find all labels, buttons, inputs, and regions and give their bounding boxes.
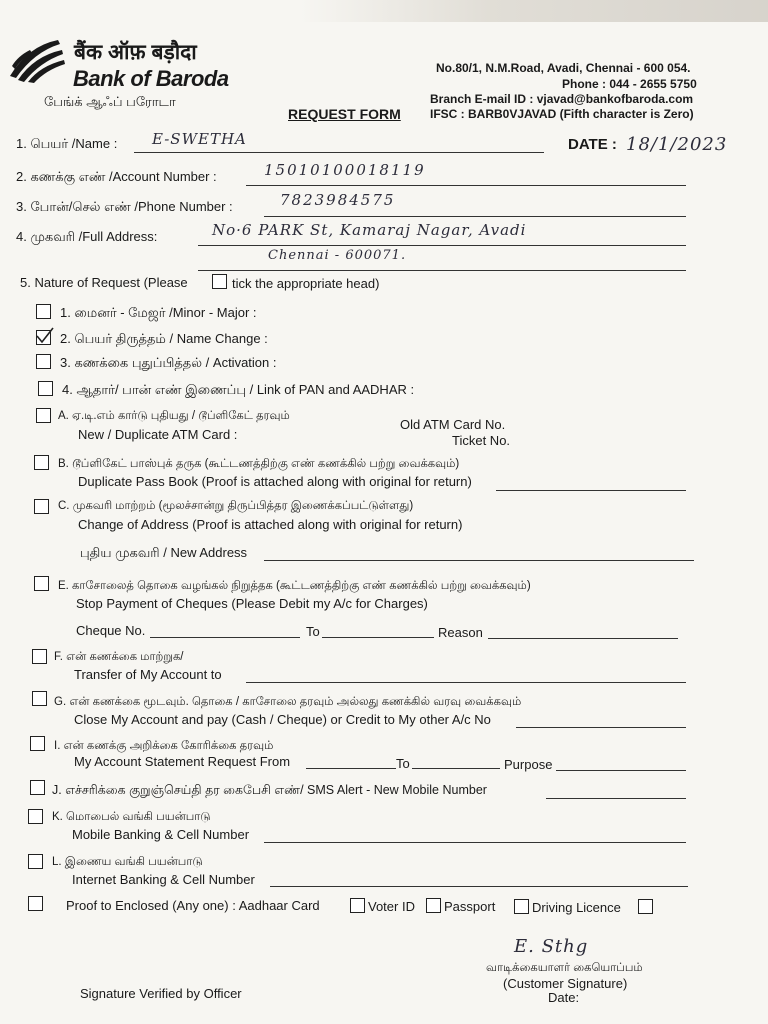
voter-id-checkbox[interactable] [350, 898, 365, 913]
cheque-no-label: Cheque No. [76, 623, 146, 638]
statement-request-checkbox[interactable] [30, 736, 45, 751]
mobile-banking-checkbox[interactable] [28, 809, 43, 824]
account-label: 2. கணக்கு எண் /Account Number : [16, 169, 217, 184]
address-line-2[interactable]: Chennai - 600071. [268, 248, 407, 263]
bank-name-tamil: பேங்க் ஆஃப் பரோடா [44, 94, 176, 109]
branch-email: Branch E-mail ID : vjavad@bankofbaroda.com [430, 92, 694, 106]
passport-checkbox[interactable] [426, 898, 441, 913]
reason-label: Reason [438, 625, 483, 640]
date-label: DATE : [568, 136, 617, 153]
branch-ifsc: IFSC : BARB0VJAVAD (Fifth character is Zero) [430, 107, 694, 121]
transfer-account-tamil: F. என் கணக்கை மாற்றுக/ [54, 651, 184, 663]
pan-aadhar-label: 4. ஆதார்/ பான் எண் இணைப்பு / Link of PAN and AADHAR : [62, 382, 415, 397]
statement-request-tamil: I. என் கணக்கு அறிக்கை கோரிக்கை தரவும் [54, 740, 274, 752]
atm-card-checkbox[interactable] [36, 408, 51, 423]
name-value[interactable]: E-SWETHA [152, 130, 247, 148]
new-address-label: புதிய முகவரி / New Address [80, 545, 248, 560]
customer-signature-mark: E. Sthg [514, 936, 589, 957]
address-label: 4. முகவரி /Full Address: [16, 229, 158, 244]
ticket-no-label: Ticket No. [452, 433, 511, 448]
name-change-label: 2. பெயர் திருத்தம் / Name Change : [60, 331, 268, 346]
close-account-english: Close My Account and pay (Cash / Cheque) or Credit to My other A/c No [74, 712, 491, 727]
officer-signature-label: Signature Verified by Officer [80, 986, 242, 1001]
driving-licence-tick-box[interactable] [638, 899, 653, 914]
name-line [134, 152, 544, 153]
statement-purpose-label: Purpose [504, 757, 553, 772]
statement-to-label: To [396, 756, 410, 771]
account-value[interactable]: 15010100018119 [264, 161, 426, 179]
pan-aadhar-checkbox[interactable] [38, 381, 53, 396]
driving-licence-label: Driving Licence [532, 900, 621, 915]
proof-label: Proof to Enclosed (Any one) : Aadhaar Card [66, 898, 320, 913]
proof-checkbox[interactable] [28, 896, 43, 911]
sms-alert-label: J. எச்சரிக்கை குறுஞ்செய்தி தர கைபேசி எண்/ SMS Alert - New Mobile Number [52, 783, 487, 797]
voter-id-label: Voter ID [368, 899, 415, 914]
transfer-account-english: Transfer of My Account to [74, 667, 222, 682]
address-change-tamil: C. முகவரி மாற்றம் (மூலச்சான்று திருப்பித்தர இணைக்கப்பட்டுள்ளது) [58, 500, 414, 512]
internet-banking-tamil: L. இணைய வங்கி பயன்பாடு [52, 856, 203, 868]
branch-address: No.80/1, N.M.Road, Avadi, Chennai - 600 054. [436, 61, 691, 75]
date-value[interactable]: 18/1/2023 [626, 134, 728, 155]
customer-signature-label: (Customer Signature) [503, 976, 628, 991]
address-change-english: Change of Address (Proof is attached along with original for return) [78, 517, 463, 532]
cheque-no-line [150, 637, 300, 638]
duplicate-passbook-english: Duplicate Pass Book (Proof is attached along with original for return) [78, 474, 472, 489]
address-line-rule-1 [198, 245, 686, 246]
internet-banking-checkbox[interactable] [28, 854, 43, 869]
address-change-checkbox[interactable] [34, 499, 49, 514]
activation-label: 3. கணக்கை புதுப்பித்தல் / Activation : [60, 355, 277, 370]
minor-major-label: 1. மைனர் - மேஜர் /Minor - Major : [60, 305, 257, 320]
form-title: REQUEST FORM [288, 106, 401, 122]
mobile-banking-tamil: K. மொபைல் வங்கி பயன்பாடு [52, 811, 211, 823]
minor-major-checkbox[interactable] [36, 304, 51, 319]
name-label: 1. பெயர் /Name : [16, 136, 118, 151]
old-atm-card-label: Old ATM Card No. [400, 417, 506, 432]
cheque-to-label: To [306, 624, 320, 639]
transfer-account-checkbox[interactable] [32, 649, 47, 664]
duplicate-passbook-tamil: B. டூப்ளிகேட் பாஸ்புக் தருக (கூட்டணத்திற்கு எண் கணக்கில் பற்று வைக்கவும்) [58, 458, 460, 470]
phone-line [264, 216, 686, 217]
close-account-tamil: G. என் கணக்கை மூடவும். தொகை / காசோலை தரவும் அல்லது கணக்கில் வரவு வைக்கவும் [54, 696, 522, 708]
stop-payment-tamil: E. காசோலைத் தொகை வழங்கல் நிறுத்தக (கூட்டணத்திற்கு எண் கணக்கில் பற்று வைக்கவும்) [58, 580, 531, 592]
phone-label: 3. போன்/செல் எண் /Phone Number : [16, 199, 233, 214]
phone-value[interactable]: 7823984575 [280, 191, 396, 209]
internet-banking-line [270, 886, 688, 887]
checkmark-icon [35, 327, 55, 345]
nature-tick-box [212, 274, 227, 289]
customer-signature-tamil: வாடிக்கையாளர் கையொப்பம் [486, 962, 643, 974]
branch-phone: Phone : 044 - 2655 5750 [562, 77, 697, 91]
atm-card-tamil: A. ஏ.டி.எம் கார்டு புதியது / டூப்ளிகேட் தரவும் [58, 410, 290, 422]
mobile-banking-line [264, 842, 686, 843]
address-line-1[interactable]: No·6 PARK St, Kamaraj Nagar, Avadi [212, 221, 527, 239]
bank-name-english: Bank of Baroda [73, 66, 229, 91]
duplicate-passbook-checkbox[interactable] [34, 455, 49, 470]
internet-banking-english: Internet Banking & Cell Number [72, 872, 255, 887]
transfer-account-line [246, 682, 686, 683]
statement-request-english: My Account Statement Request From [74, 754, 291, 769]
address-line-rule-2 [198, 270, 686, 271]
activation-checkbox[interactable] [36, 354, 51, 369]
close-account-checkbox[interactable] [32, 691, 47, 706]
statement-to-line [412, 768, 500, 769]
mobile-banking-english: Mobile Banking & Cell Number [72, 827, 250, 842]
reason-line [488, 638, 678, 639]
nature-label: 5. Nature of Request (Please [20, 275, 188, 290]
bank-of-baroda-logo-icon [8, 36, 70, 84]
atm-card-english: New / Duplicate ATM Card : [78, 427, 238, 442]
new-address-line [264, 560, 694, 561]
driving-licence-checkbox[interactable] [514, 899, 529, 914]
stop-payment-english: Stop Payment of Cheques (Please Debit my A/c for Charges) [76, 596, 428, 611]
sms-alert-checkbox[interactable] [30, 780, 45, 795]
statement-from-line [306, 768, 396, 769]
nature-label-end: tick the appropriate head) [232, 276, 380, 291]
passbook-line [496, 490, 686, 491]
passport-label: Passport [444, 899, 496, 914]
name-change-checkbox[interactable] [36, 330, 51, 345]
sms-alert-line [546, 798, 686, 799]
stop-payment-checkbox[interactable] [34, 576, 49, 591]
statement-purpose-line [556, 770, 686, 771]
account-line [246, 185, 686, 186]
customer-date-label: Date: [548, 990, 580, 1005]
close-account-line [516, 727, 686, 728]
bank-name-hindi: बैंक ऑफ़ बड़ौदा [74, 41, 197, 64]
paper-edge-shadow [300, 0, 768, 22]
cheque-to-line [322, 637, 434, 638]
